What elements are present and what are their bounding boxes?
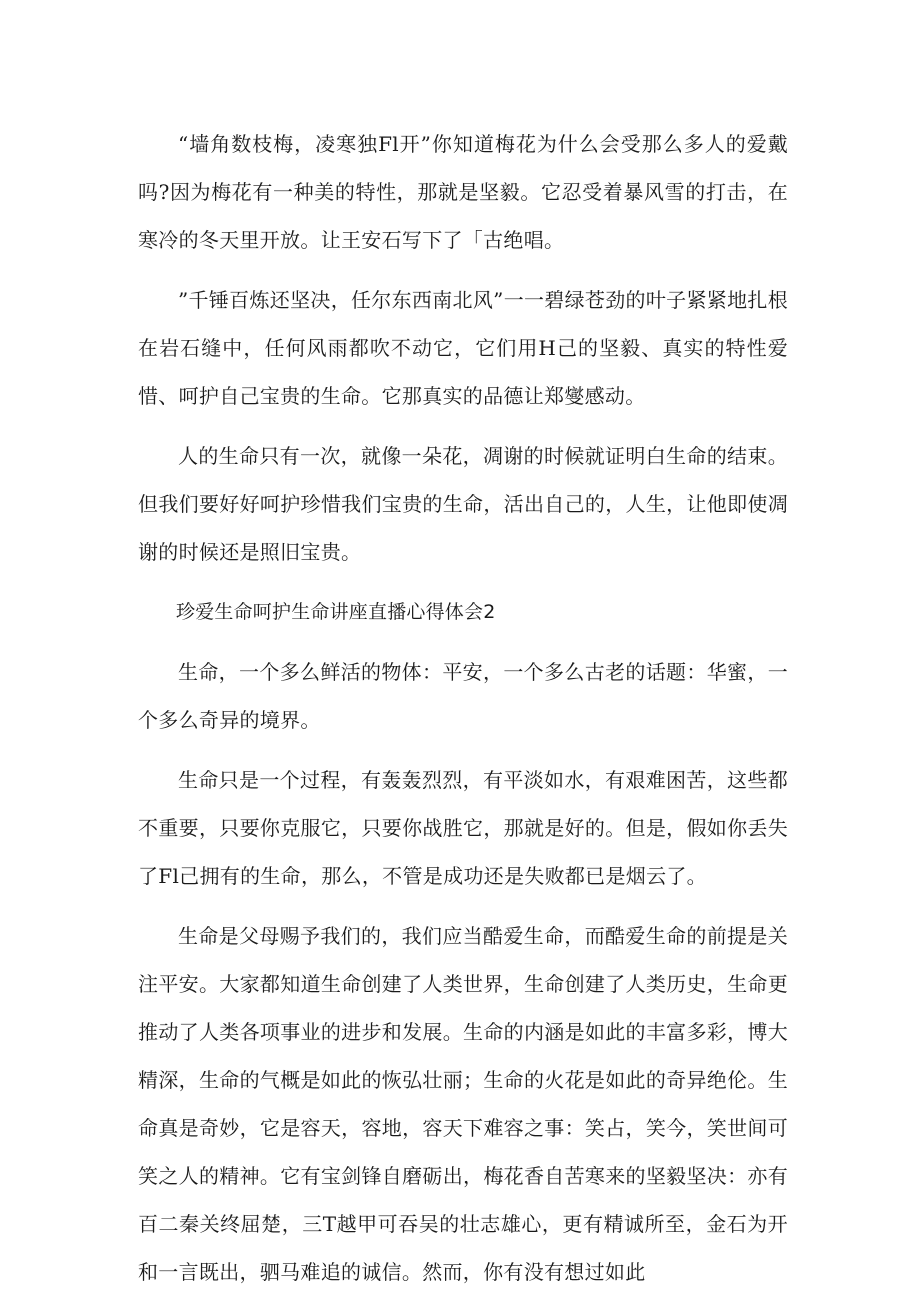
document-page [138,120,788,1308]
paragraph: “墙角数枝梅，凌寒独Fl开”你知道梅花为什么会受那么多人的爱戴吗?因为梅花有一种美的特性，那就是坚毅。它忍受着暴风雪的打击，在寒冷的冬天里开放。让王安石写下了「古绝唱。 [138,132,788,252]
paragraph: 生命是父母赐予我们的，我们应当酷爱生命，而酷爱生命的前提是关注平安。大家都知道生命创建了人类世界，生命创建了人类历史，生命更推动了人类各项事业的进步和发展。生命的内涵是如此的丰富多彩，博大精深，生命的气概是如此的恢弘壮丽；生命的火花是如此的奇异绝伦。生命真是奇妙，它是容天，容地，容天下难容之事：笑占，笑今，笑世间可笑之人的精神。它有宝剑锋自磨砺出，梅花香自苦寒来的坚毅坚决：亦有百二秦关终屈楚，三T越甲可吞吴的壮志雄心，更有精诚所至，金石为开和一言既出，驷马难追的诚信。然而，你有没有想过如此 [138,924,788,1284]
paragraph: 人的生命只有一次，就像一朵花，凋谢的时候就证明白生命的结束。但我们要好好呵护珍惜我们宝贵的生命，活出自己的，人生，让他即使凋谢的时候还是照旧宝贵。 [138,444,788,564]
paragraph: ”千锤百炼还坚决，任尔东西南北风”一一碧绿苍劲的叶子紧紧地扎根在岩石缝中，任何风雨都吹不动它，它们用H己的坚毅、真实的特性爱惜、呵护自己宝贵的生命。它那真实的品德让郑燮感动。 [138,288,788,408]
paragraph: 生命，一个多么鲜活的物体：平安，一个多么古老的话题：华蜜，一个多么奇异的境界。 [138,660,788,732]
section-heading: 珍爱生命呵护生命讲座直播心得体会2 [176,601,496,623]
paragraph: 生命只是一个过程，有轰轰烈烈，有平淡如水，有艰难困苦，这些都不重要，只要你克服它，只要你战胜它，那就是好的。但是，假如你丢失了Fl己拥有的生命，那么，不管是成功还是失败都已是烟云了。 [138,768,788,888]
